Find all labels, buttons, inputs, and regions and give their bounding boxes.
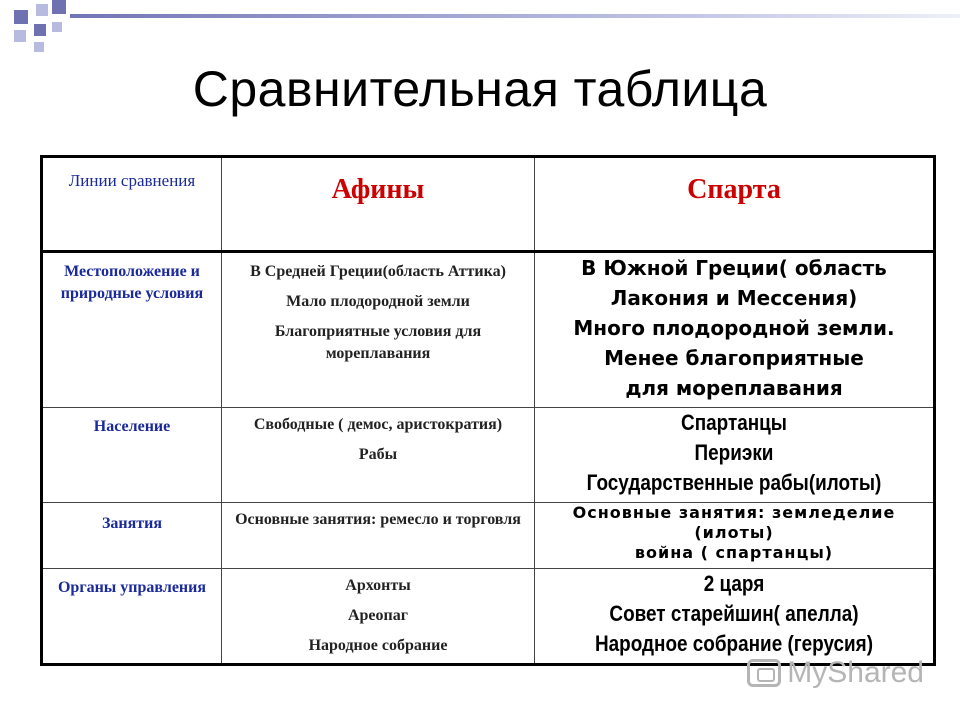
header-sparta: Спарта (535, 157, 935, 252)
athens-cell: Свободные ( демос, аристократия) Рабы (222, 408, 535, 503)
decor-square (14, 30, 26, 42)
decor-square (36, 4, 48, 16)
decor-square (34, 42, 44, 52)
sparta-cell: В Южной Греции( область Лакония и Мессения) Много плодородной земли. Менее благоприятные для мореплавания (535, 252, 935, 408)
row-label: Местоположение и природные условия (42, 252, 222, 408)
sparta-cell: Спартанцы Периэки Государственные рабы(илоты) (535, 408, 935, 503)
page-title: Сравнительная таблица (192, 61, 768, 117)
presentation-icon (747, 659, 781, 687)
decor-square (14, 10, 28, 24)
row-label: Население (42, 408, 222, 503)
decor-line (70, 14, 960, 18)
athens-cell: Архонты Ареопаг Народное собрание (222, 569, 535, 665)
table-row (42, 503, 935, 569)
decor-square (52, 0, 66, 14)
comparison-table (40, 155, 936, 666)
table-row (42, 252, 935, 408)
athens-cell: Основные занятия: ремесло и торговля (222, 503, 535, 569)
table-row (42, 569, 935, 665)
athens-cell: В Средней Греции(область Аттика) Мало плодородной земли Благоприятные условия для мореплавания (222, 252, 535, 408)
decor-square (52, 22, 62, 32)
decor-square (34, 24, 46, 36)
table-row (42, 408, 935, 503)
watermark-text: MyShared (787, 656, 924, 689)
row-label: Занятия (42, 503, 222, 569)
table-header-row (42, 157, 935, 252)
sparta-cell: 2 царя Совет старейшин( апелла) Народное собрание (герусия) (535, 569, 935, 665)
watermark (747, 655, 924, 691)
row-label: Органы управления (42, 569, 222, 665)
header-athens: Афины (222, 157, 535, 252)
sparta-cell: Основные занятия: земледелие (илоты) война ( спартанцы) (535, 503, 935, 569)
header-criteria: Линии сравнения (42, 157, 222, 252)
